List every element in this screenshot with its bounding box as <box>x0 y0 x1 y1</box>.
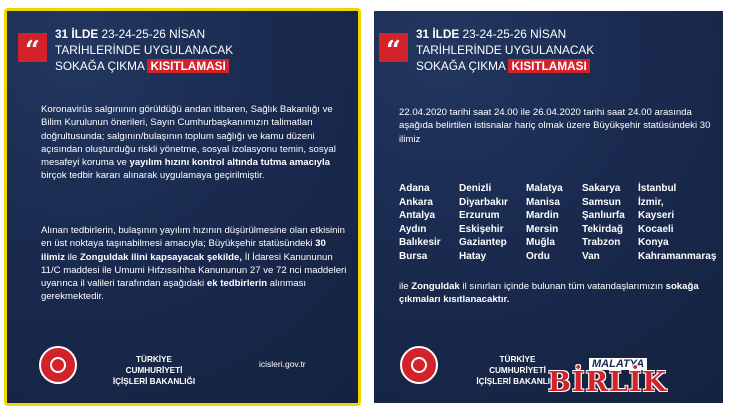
p1-text: Koronavirüs salgınının görüldüğü andan itibaren, Sağlık Bakanlığı ve Bilim Kurulunun önerileri, Sayın Cumhurbaşkanımızın talimatları doğrultusunda; salgının/bulaşının toplum sağlığı ve kamu düzeni açısından oluşturduğu riskli yönetme, sosyal izolasyonu temin, sosyal mesafeyi koruma ve <box>41 104 336 169</box>
city-column <box>459 182 508 263</box>
ministry-name <box>108 354 200 387</box>
title-prefix: SOKAĞA ÇIKMA <box>416 59 509 73</box>
watermark-small-text: MALATYA <box>589 358 647 370</box>
city-name: Antalya <box>399 210 436 221</box>
city-name: Konya <box>638 237 669 248</box>
ministry-line-2: İÇİŞLERİ BAKANLIĞI <box>112 377 196 386</box>
title-highlight: KISITLAMASI <box>147 59 228 73</box>
p2-emphasis-2: Zonguldak ilini kapsayacak şekilde, <box>79 251 243 263</box>
city-name: Samsun <box>582 196 621 208</box>
title-bold: 31 İLDE <box>55 27 99 41</box>
outro-text <box>399 280 699 307</box>
city-name: Muğla <box>526 237 555 248</box>
city-name: Manisa <box>526 196 560 208</box>
title-bold: 31 İLDE <box>416 27 460 41</box>
title-dates: 23-24-25-26 NİSAN <box>98 27 206 41</box>
ministry-line-1: TÜRKİYE CUMHURİYETİ <box>125 355 183 375</box>
city-name: Adana <box>399 183 430 194</box>
ministry-emblem-icon <box>400 346 438 384</box>
p2-emphasis-1: 30 ilimiz <box>41 238 326 263</box>
card-title <box>416 26 594 74</box>
city-name: Hatay <box>459 250 487 262</box>
city-name: Bursa <box>399 250 428 262</box>
city-name: Eskişehir <box>459 223 504 235</box>
p1-text-end: birçok tedbir kararı alınarak uygulamaya geçirilmiştir. <box>41 170 265 182</box>
watermark-logo-text: BİRLİK <box>548 367 667 398</box>
city-name: Kahramanmaraş <box>638 250 717 262</box>
city-name: İzmir, <box>638 196 664 208</box>
city-name: Mersin <box>526 223 559 235</box>
city-name: Şanlıurfa <box>582 210 625 221</box>
title-line2: TARİHLERİNDE UYGULANACAK <box>55 43 234 57</box>
city-name: Mardin <box>526 210 559 221</box>
right-infographic <box>371 8 726 406</box>
outro-text-1: ile <box>399 281 412 292</box>
city-name: Aydın <box>399 223 427 235</box>
outro-text-2: il sınırları içinde bulunan tüm vatandaşlarımızın <box>459 281 666 292</box>
city-name: İstanbul <box>638 183 677 194</box>
p1-emphasis: yayılım hızını kontrol altında tutma amacıyla <box>129 157 330 169</box>
title-highlight: KISITLAMASI <box>508 59 589 73</box>
title-dates: 23-24-25-26 NİSAN <box>459 27 567 41</box>
title-prefix: SOKAĞA ÇIKMA <box>55 59 148 73</box>
city-name: Van <box>582 250 600 262</box>
malatya-birlik-watermark <box>546 358 711 400</box>
outro-emphasis-1: Zonguldak <box>411 281 460 292</box>
outro-emphasis-2: sokağa çıkmaları kısıtlanacaktır. <box>399 281 699 306</box>
city-column <box>399 182 441 263</box>
p2-text-2: ile <box>65 251 80 263</box>
city-name: Gaziantep <box>459 237 507 248</box>
left-infographic <box>4 8 361 406</box>
city-column <box>582 182 625 263</box>
city-name: Balıkesir <box>399 237 441 248</box>
city-name: Ankara <box>399 196 433 208</box>
city-column <box>526 182 563 263</box>
p2-text: Alınan tedbirlerin, bulaşının yayılım hızının düşürülmesine olan etkisinin en üst noktaya taşınabilmesi amacıyla; Büyükşehir statüsündeki <box>41 225 345 250</box>
city-name: Diyarbakır <box>459 196 508 208</box>
p2-text-3: İl İdaresi Kanununun 11/C maddesi ile Umumi Hıfzıssıhha Kanununun 27 ve 72 nci maddeleri uyarınca il valileri tarafından aşağıdaki <box>41 251 347 290</box>
city-name: Ordu <box>526 250 550 262</box>
quote-icon: “ <box>18 33 47 62</box>
p2-emphasis-3: ek tedbirlerin <box>206 278 268 290</box>
ministry-emblem-icon <box>39 346 77 384</box>
card-title <box>55 26 233 74</box>
paragraph-2 <box>41 224 347 304</box>
city-name: Sakarya <box>582 183 621 194</box>
city-name: Malatya <box>526 183 563 194</box>
intro-text: 22.04.2020 tarihi saat 24.00 ile 26.04.2020 tarihi saat 24.00 arasında aşağıda belirtilen istisnalar hariç olmak üzere Büyükşehir statüsündeki 30 ilimiz <box>399 107 711 145</box>
ministry-line-2: İÇİŞLERİ BAKANLIĞI <box>476 377 559 386</box>
ministry-line-1: TÜRKİYE CUMHURİYETİ <box>489 355 546 375</box>
city-name: Denizli <box>459 183 492 194</box>
quote-icon: “ <box>379 33 408 62</box>
paragraph-1 <box>41 103 341 183</box>
city-name: Tekirdağ <box>582 223 623 235</box>
title-line2: TARİHLERİNDE UYGULANACAK <box>416 43 595 57</box>
p2-text-4: alınması gerekmektedir. <box>41 278 307 303</box>
website-link[interactable]: icisleri.gov.tr <box>259 359 306 369</box>
city-name: Erzurum <box>459 210 500 221</box>
city-name: Kocaeli <box>638 223 674 235</box>
city-name: Trabzon <box>582 237 621 248</box>
city-column <box>638 182 716 263</box>
city-name: Kayseri <box>638 210 675 221</box>
